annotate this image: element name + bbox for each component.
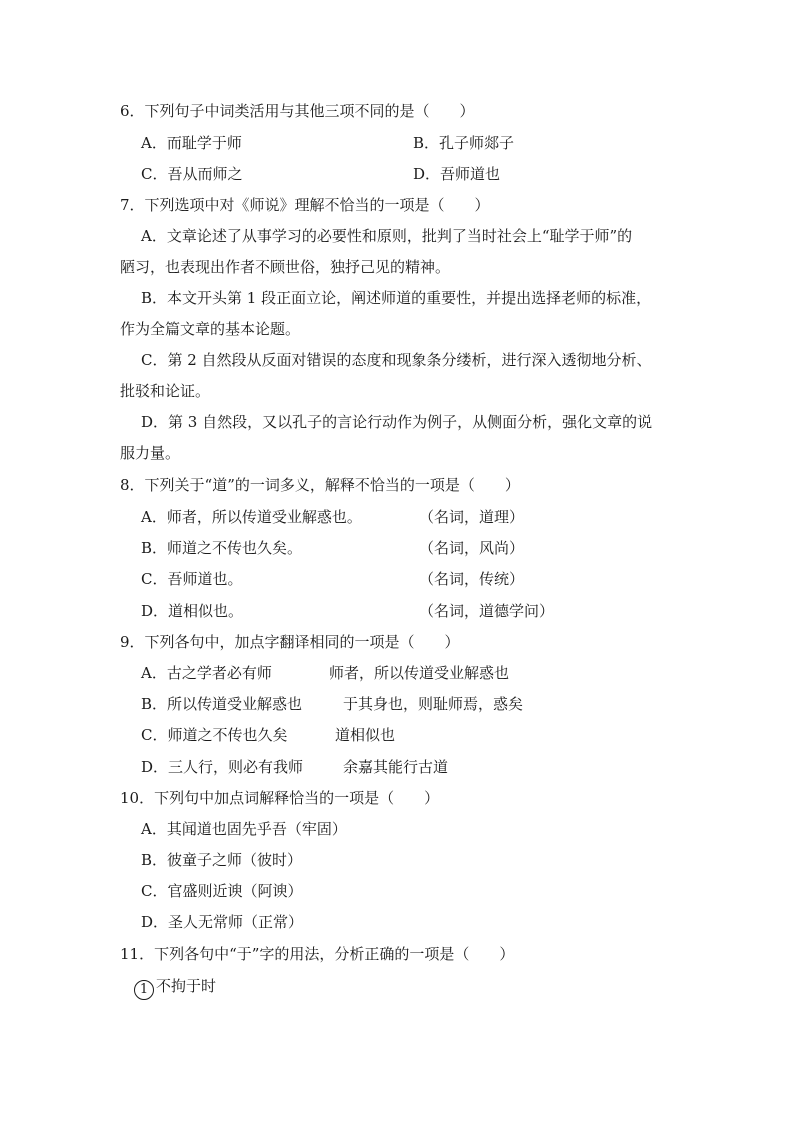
q7-stem: 7．下列选项中对《师说》理解不恰当的一项是（ ）: [120, 196, 490, 214]
q6-stem: 6．下列句子中词类活用与其他三项不同的是（ ）: [120, 102, 475, 120]
q7-option-c-line1: C．第 2 自然段从反面对错误的态度和现象条分缕析，进行深入透彻地分析、: [141, 351, 652, 369]
q10-stem: 10．下列句中加点词解释恰当的一项是（ ）: [120, 789, 440, 807]
q8-option-d-note: （名词，道德学问）: [419, 602, 555, 620]
q8-stem: 8．下列关于“道”的一词多义，解释不恰当的一项是（ ）: [120, 476, 520, 494]
q10-option-a: A．其闻道也固先乎吾（牢固）: [141, 820, 347, 838]
q9-option-b-right: 于其身也，则耻师焉，惑矣: [343, 695, 524, 713]
q8-option-a: A．师者，所以传道受业解惑也。: [141, 508, 362, 526]
q7-option-d-line2: 服力量。: [120, 444, 181, 462]
q6-option-d: D．吾师道也: [413, 165, 501, 183]
q10-option-b: B．彼童子之师（彼时）: [141, 851, 303, 869]
q7-option-a-line1: A．文章论述了从事学习的必要性和原则，批判了当时社会上“耻学于师”的: [141, 227, 633, 245]
q8-option-d: D．道相似也。: [141, 602, 244, 620]
q7-option-d-line1: D．第 3 自然段，又以孔子的言论行动作为例子，从侧面分析，强化文章的说: [141, 413, 653, 431]
q6-option-b: B．孔子师郯子: [413, 134, 515, 152]
q7-option-b-line2: 作为全篇文章的基本论题。: [120, 320, 301, 338]
q6-option-a: A．而耻学于师: [141, 134, 242, 152]
q9-option-a-left: A．古之学者必有师: [141, 664, 272, 682]
q10-option-c: C．官盛则近谀（阿谀）: [141, 882, 303, 900]
q9-option-b-left: B．所以传道受业解惑也: [141, 695, 303, 713]
q9-option-d-left: D．三人行，则必有我师: [141, 758, 304, 776]
q8-option-c-note: （名词，传统）: [419, 570, 525, 588]
q8-option-b: B．师道之不传也久矣。: [141, 539, 303, 557]
q7-option-c-line2: 批驳和论证。: [120, 382, 211, 400]
q10-option-d: D．圣人无常师（正常）: [141, 913, 304, 931]
circled-number-1: 1: [134, 980, 154, 1000]
q11-stem: 11．下列各句中“于”字的用法，分析正确的一项是（ ）: [120, 945, 515, 963]
q9-option-c-left: C．师道之不传也久矣: [141, 726, 288, 744]
q7-option-b-line1: B．本文开头第 1 段正面立论，阐述师道的重要性，并提出选择老师的标准，: [141, 289, 652, 307]
q9-option-c-right: 道相似也: [335, 726, 396, 744]
q9-option-a-right: 师者，所以传道受业解惑也: [329, 664, 510, 682]
q9-option-d-right: 余嘉其能行古道: [343, 758, 449, 776]
q9-stem: 9．下列各句中，加点字翻译相同的一项是（ ）: [120, 633, 460, 651]
q8-option-b-note: （名词，风尚）: [419, 539, 525, 557]
q11-item-1: [134, 976, 216, 1000]
q7-option-a-line2: 陋习，也表现出作者不顾世俗，独抒己见的精神。: [120, 258, 451, 276]
q8-option-c: C．吾师道也。: [141, 570, 243, 588]
q6-option-c: C．吾从而师之: [141, 165, 243, 183]
q11-item-1-text: 不拘于时: [156, 977, 217, 995]
q8-option-a-note: （名词，道理）: [419, 508, 525, 526]
